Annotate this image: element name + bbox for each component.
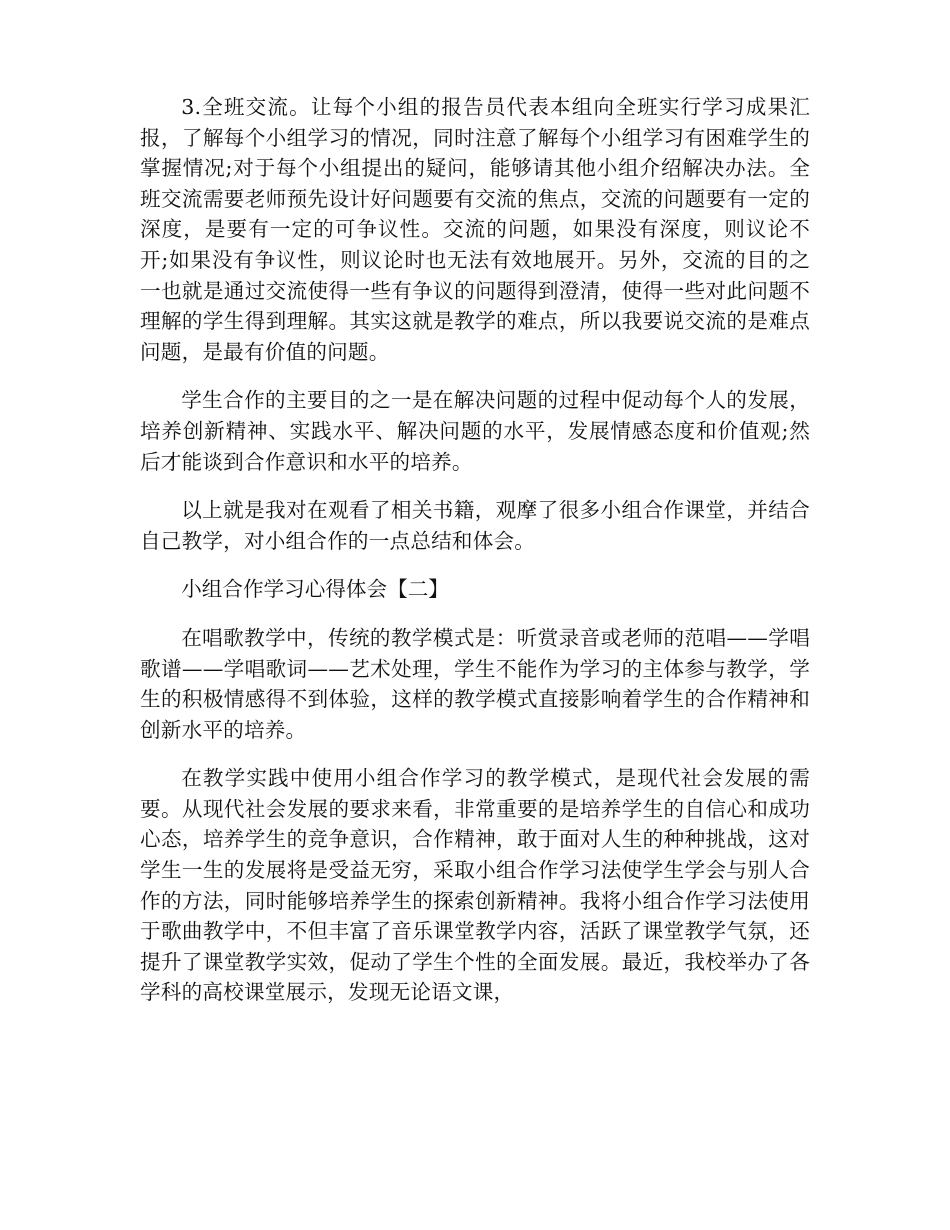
paragraph-summary: 以上就是我对在观看了相关书籍，观摩了很多小组合作课堂，并结合自己教学，对小组合作的一点总结和体会。 bbox=[140, 498, 810, 553]
document-body bbox=[140, 92, 810, 1026]
paragraph-group-learning-practice: 在教学实践中使用小组合作学习的教学模式，是现代社会发展的需要。从现代社会发展的要求来看，非常重要的是培养学生的自信心和成功心态，培养学生的竞争意识，合作精神，敢于面对人生的种种挑战，这对学生一生的发展将是受益无穷，采取小组合作学习法使学生学会与别人合作的方法，同时能够培养学生的探索创新精神。我将小组合作学习法使用于歌曲教学中，不但丰富了音乐课堂教学内容，活跃了课堂教学气氛，还提升了课堂教学实效，促动了学生个性的全面发展。最近，我校举办了各学科的高校课堂展示，发现无论语文课， bbox=[140, 766, 810, 1005]
paragraph-cooperation-purpose: 学生合作的主要目的之一是在解决问题的过程中促动每个人的发展，培养创新精神、实践水平、解决问题的水平，发展情感态度和价值观;然后才能谈到合作意识和水平的培养。 bbox=[140, 388, 810, 474]
paragraph-singing-teaching: 在唱歌教学中，传统的教学模式是：听赏录音或老师的范唱——学唱歌谱——学唱歌词——艺术处理，学生不能作为学习的主体参与教学，学生的积极情感得不到体验，这样的教学模式直接影响着学生的合作精神和创新水平的培养。 bbox=[140, 625, 810, 742]
paragraph-class-exchange: 3.全班交流。让每个小组的报告员代表本组向全班实行学习成果汇报，了解每个小组学习的情况，同时注意了解每个小组学习有困难学生的掌握情况;对于每个小组提出的疑问，能够请其他小组介绍解决办法。全班交流需要老师预先设计好问题要有交流的焦点，交流的问题要有一定的深度，是要有一定的可争议性。交流的问题，如果没有深度，则议论不开;如果没有争议性，则议论时也无法有效地展开。另外，交流的目的之一也就是通过交流使得一些有争议的问题得到澄清，使得一些对此问题不理解的学生得到理解。其实这就是教学的难点，所以我要说交流的是难点问题，是最有价值的问题。 bbox=[140, 95, 810, 364]
section-heading: 小组合作学习心得体会【二】 bbox=[181, 577, 449, 602]
